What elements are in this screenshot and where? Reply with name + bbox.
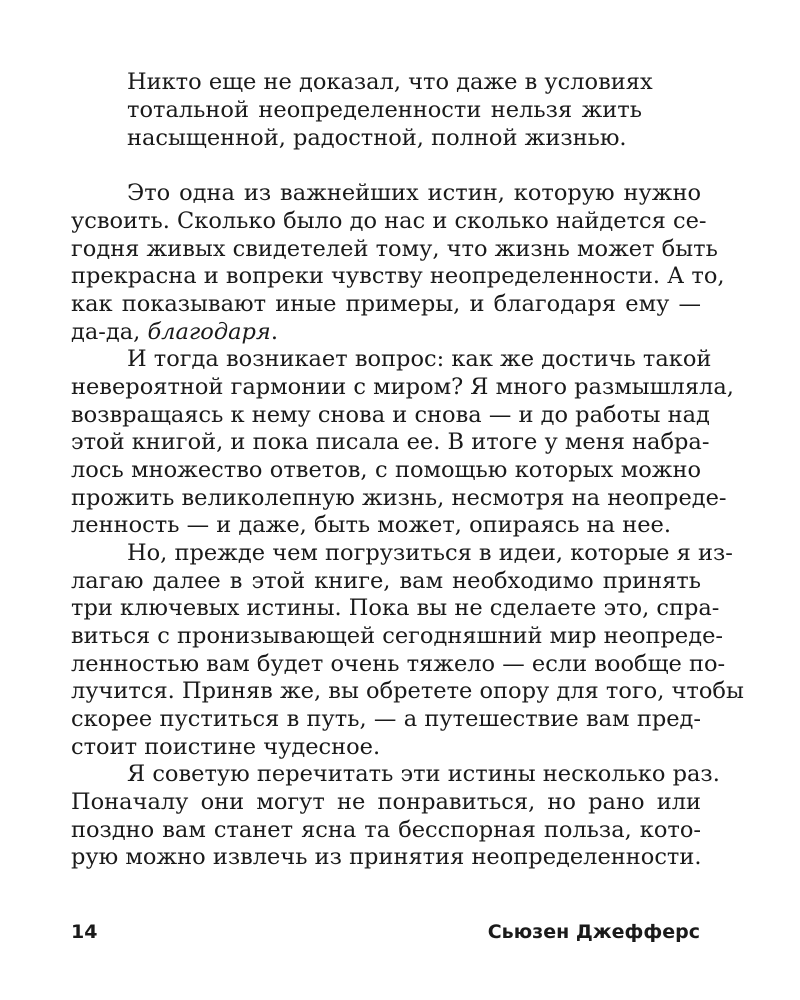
epigraph-line: тотальной неопределенности нельзя жить [127, 97, 642, 123]
body-line: три ключевых истины. Пока вы не сделаете это, спра- [71, 595, 720, 621]
body-line-end: . [270, 319, 278, 345]
body-line: Это одна из важнейших истин, которую нужно [127, 180, 701, 206]
body-line: как показывают иные примеры, и благодаря ему — [71, 291, 701, 317]
body-line: стоит поистине чудесное. [71, 734, 381, 760]
emphasized-word: благодаря [147, 319, 271, 345]
body-line: Но, прежде чем погрузиться в идеи, которые я из- [127, 540, 733, 566]
body-line: Поначалу они могут не понравиться, но рано или [71, 789, 701, 815]
body-line: этой книгой, и пока писала ее. В итоге у меня набра- [71, 429, 710, 455]
body-line: виться с пронизывающей сегодняшний мир неопреде- [71, 623, 723, 649]
body-line: ленность — и даже, быть может, опираясь на нее. [71, 512, 671, 538]
epigraph-line: Никто еще не доказал, что даже в условиях [127, 69, 653, 95]
running-footer-author: Сьюзен Джефферс [487, 921, 700, 943]
body-line-with-emphasis [71, 318, 701, 346]
body-line: рую можно извлечь из принятия неопределенности. [71, 844, 702, 870]
body-line: ленностью вам будет очень тяжело — если вообще по- [71, 651, 726, 677]
body-line-start: да-да, [71, 319, 148, 345]
body-line: прекрасна и вопреки чувству неопределенности. А то, [71, 263, 725, 289]
body-line: И тогда возникает вопрос: как же достичь такой [127, 346, 712, 372]
body-line: невероятной гармонии с миром? Я много размышляла, [71, 374, 734, 400]
body-line: годня живых свидетелей тому, что жизнь может быть [71, 236, 718, 262]
body-line: прожить великолепную жизнь, несмотря на неопреде- [71, 485, 727, 511]
body-line: лось множество ответов, с помощью которых можно [71, 457, 701, 483]
body-line: поздно вам станет ясна та бесспорная польза, кото- [71, 817, 701, 843]
body-line: возвращаясь к нему снова и снова — и до работы над [71, 402, 710, 428]
body-line: Я советую перечитать эти истины несколько раз. [127, 761, 720, 787]
body-line: лучится. Приняв же, вы обретете опору для того, чтобы [71, 678, 744, 704]
body-line: усвоить. Сколько было до нас и сколько найдется се- [71, 208, 707, 234]
body-line: лагаю далее в этой книге, вам необходимо принять [71, 568, 701, 594]
page-number: 14 [71, 921, 98, 943]
epigraph-line: насыщенной, радостной, полной жизнью. [127, 125, 627, 151]
body-line: скорее пуститься в путь, — а путешествие вам пред- [71, 706, 701, 732]
